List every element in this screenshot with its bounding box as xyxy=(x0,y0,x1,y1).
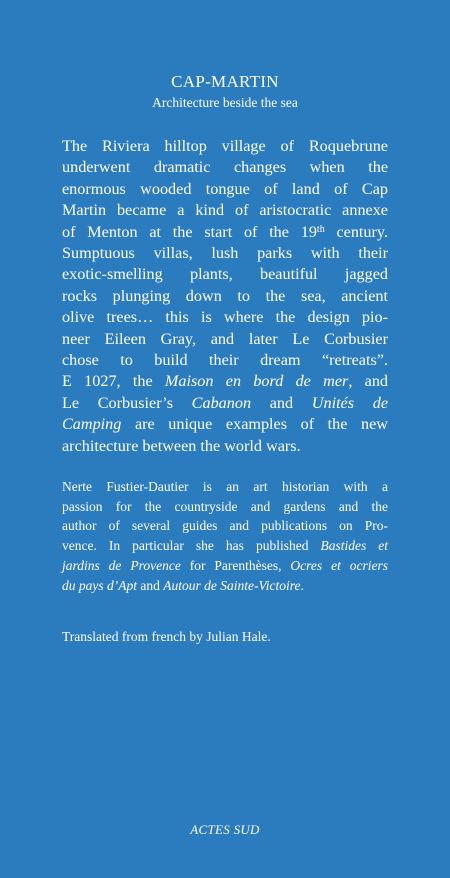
summary-line: olive trees… this is where the design pio- xyxy=(62,308,388,327)
summary-line: of Menton at the start of the 19th century. xyxy=(62,222,388,241)
summary-line: Camping are unique examples of the new xyxy=(62,415,388,434)
bio-line: du pays d’Apt and Autour de Sainte-Victoire. xyxy=(62,577,304,593)
summary-line: Le Corbusier’s Cabanon and Unités de xyxy=(62,393,389,412)
summary-line: chose to build their dream “retreats”. xyxy=(62,351,388,370)
publisher-name: ACTES SUD xyxy=(190,822,260,837)
translator-credit: Translated from french by Julian Hale. xyxy=(62,629,271,644)
summary-line: rocks plunging down to the sea, ancient xyxy=(62,286,388,305)
summary-line: architecture between the world wars. xyxy=(62,436,301,455)
summary-paragraph xyxy=(62,136,388,457)
summary-line: exotic-smelling plants, beautiful jagged xyxy=(62,265,388,284)
summary-line: Sumptuous villas, lush parks with their xyxy=(62,244,388,263)
author-bio xyxy=(62,477,388,595)
bio-line: vence. In particular she has published Bastides et xyxy=(62,538,388,554)
summary-line: neer Eileen Gray, and later Le Corbusier xyxy=(62,329,388,348)
bio-line: passion for the countryside and gardens and the xyxy=(62,498,388,514)
bio-line: Nerte Fustier-Dautier is an art historian with a xyxy=(62,479,388,494)
summary-line: The Riviera hilltop village of Roquebrune xyxy=(62,137,388,155)
bio-line: author of several guides and publications on Pro- xyxy=(62,518,388,534)
summary-line: E 1027, the Maison en bord de mer, and xyxy=(62,372,389,391)
summary-line: underwent dramatic changes when the xyxy=(62,158,388,177)
summary-line: Martin became a kind of aristocratic annexe xyxy=(62,201,388,220)
book-subtitle: Architecture beside the sea xyxy=(152,95,298,110)
bio-line: jardins de Provence for Parenthèses, Ocres et ocriers xyxy=(62,557,388,573)
book-title: CAP-MARTIN xyxy=(171,72,279,91)
summary-line: enormous wooded tongue of land of Cap xyxy=(62,179,388,198)
